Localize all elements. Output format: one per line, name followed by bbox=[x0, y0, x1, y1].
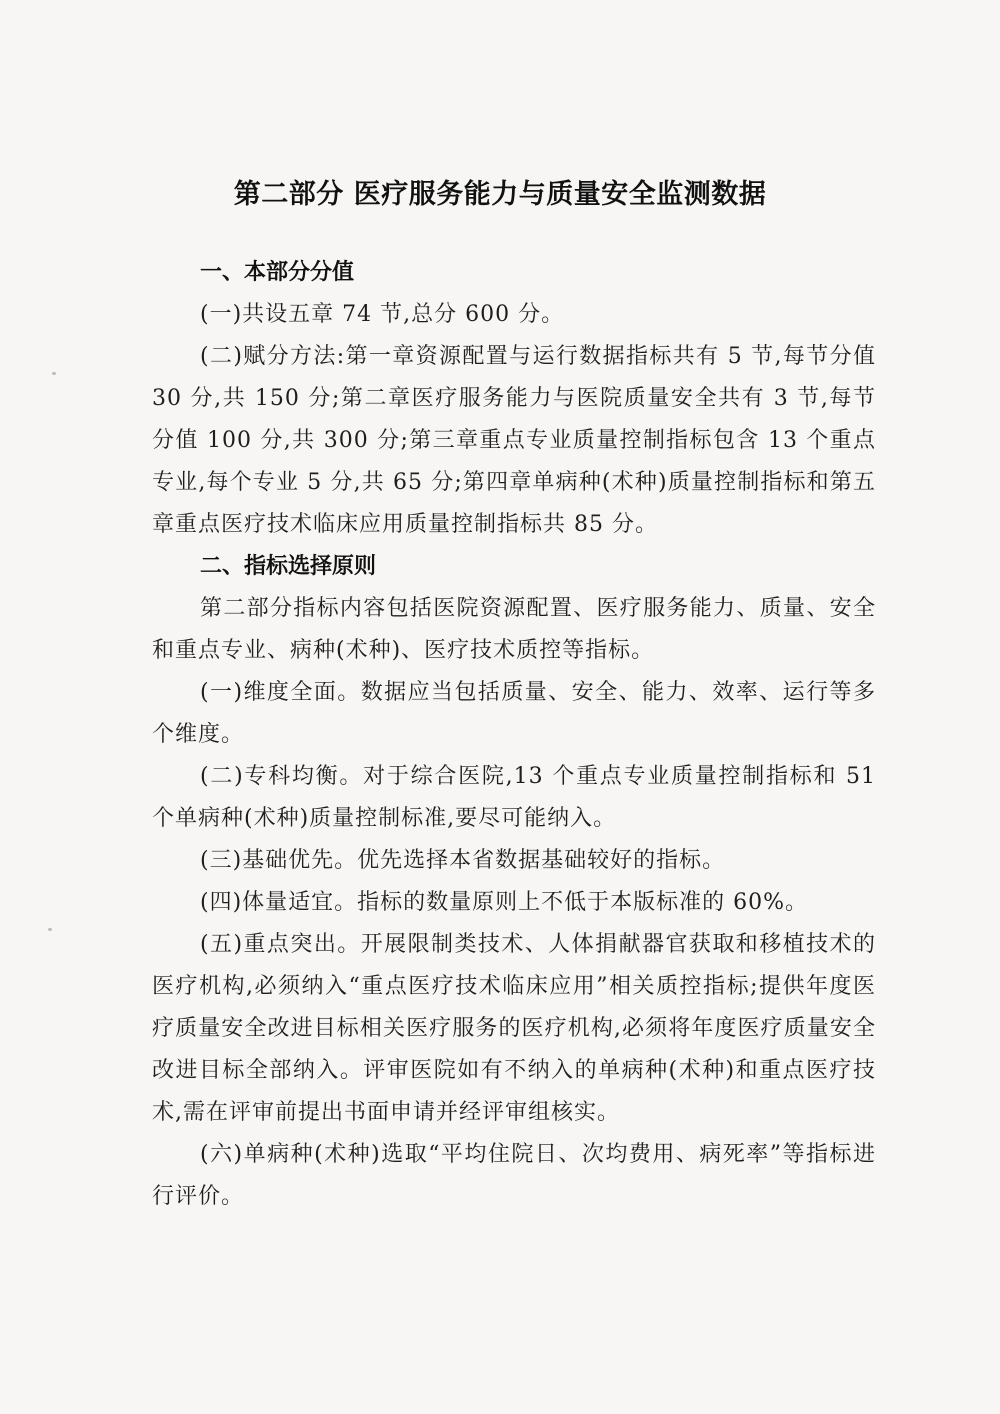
section-principles bbox=[152, 546, 876, 1218]
scan-speck bbox=[52, 372, 56, 375]
paragraph: (四)体量适宜。指标的数量原则上不低于本版标准的 60%。 bbox=[200, 890, 809, 915]
paragraph: (二)赋分方法:第一章资源配置与运行数据指标共有 5 节,每节分值 30 分,共 150 分;第二章医疗服务能力与医院质量安全共有 3 节,每节分值 100 分,共 300 分;第三章重点专业质量控制指标包含 13 个重点专业,每个专业 5 分,共 65 分;第四章单病种(术种)质量控制指标和第五章重点医疗技术临床应用质量控制指标共 85 分。 bbox=[152, 344, 876, 537]
paragraph: (二)专科均衡。对于综合医院,13 个重点专业质量控制指标和 51 个单病种(术种)质量控制标准,要尽可能纳入。 bbox=[152, 764, 876, 831]
section-heading: 二、指标选择原则 bbox=[200, 554, 377, 579]
page-title: 第二部分 医疗服务能力与质量安全监测数据 bbox=[233, 179, 767, 210]
paragraph: (一)维度全面。数据应当包括质量、安全、能力、效率、运行等多个维度。 bbox=[152, 680, 876, 747]
paragraph: (五)重点突出。开展限制类技术、人体捐献器官获取和移植技术的医疗机构,必须纳入“重点医疗技术临床应用”相关质控指标;提供年度医疗质量安全改进目标相关医疗服务的医疗机构,必须将年度医疗质量安全改进目标全部纳入。评审医院如有不纳入的单病种(术种)和重点医疗技术,需在评审前提出书面申请并经评审组核实。 bbox=[152, 932, 876, 1125]
paragraph: (三)基础优先。优先选择本省数据基础较好的指标。 bbox=[200, 848, 726, 873]
scan-speck bbox=[48, 928, 52, 931]
section-score bbox=[152, 252, 876, 546]
paragraph: (六)单病种(术种)选取“平均住院日、次均费用、病死率”等指标进行评价。 bbox=[152, 1142, 876, 1209]
paragraph: (一)共设五章 74 节,总分 600 分。 bbox=[200, 302, 565, 327]
document-body bbox=[152, 252, 876, 1218]
section-heading: 一、本部分分值 bbox=[200, 260, 355, 285]
paragraph: 第二部分指标内容包括医院资源配置、医疗服务能力、质量、安全和重点专业、病种(术种)、医疗技术质控等指标。 bbox=[152, 596, 876, 663]
